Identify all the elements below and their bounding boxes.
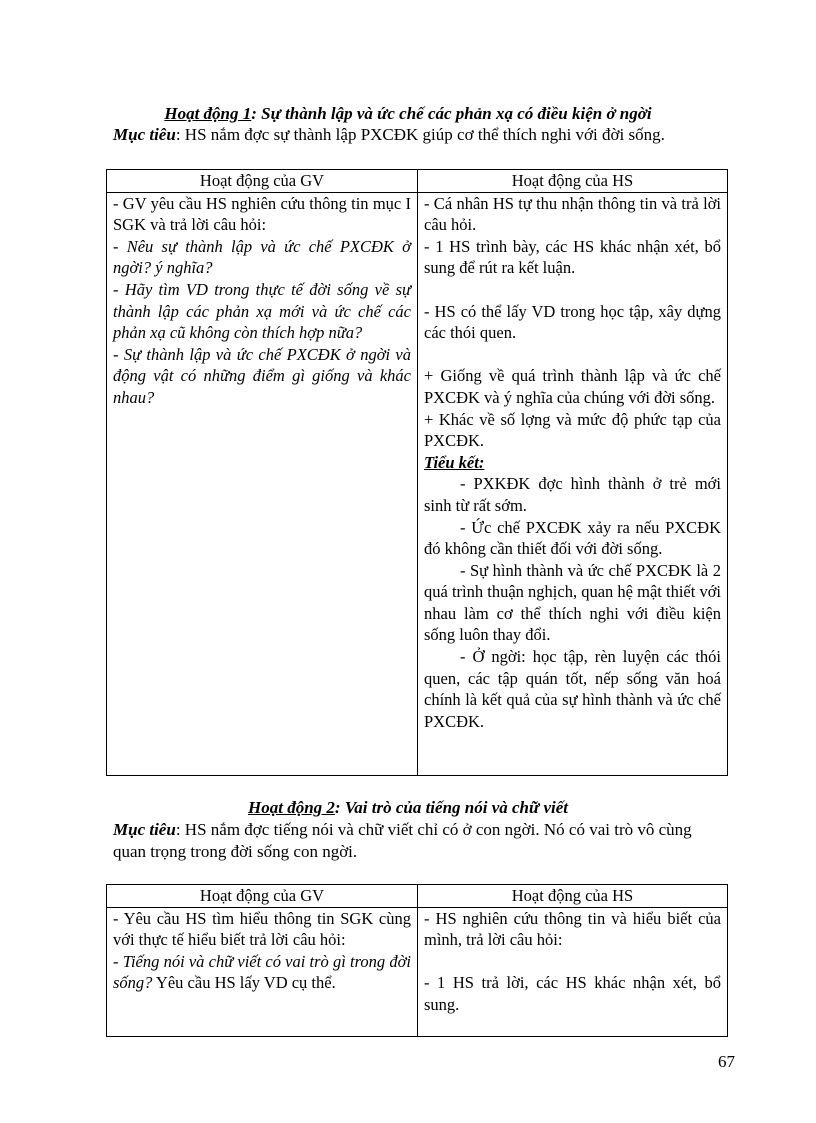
section1-goal-text: : HS nắm đợc sự thành lập PXCĐK giúp cơ thể thích nghi với đời sống.	[175, 125, 665, 144]
teacher-question-1: - Nêu sự thành lập và ức chế PXCĐK ở ngời? ý nghĩa?	[113, 236, 411, 278]
summary-point-3: - Sự hình thành và ức chế PXCĐK là 2 quá trình thuận nghịch, quan hệ mật thiết với nhau làm cơ thể thích nghi với điều kiện sống luôn thay đổi.	[424, 560, 721, 645]
column-header-teacher: Hoạt động của GV	[107, 170, 418, 193]
teacher-activities-cell	[107, 192, 418, 775]
section1-title-label: Hoạt động 1	[164, 104, 252, 123]
section1-title-text: : Sự thành lập và ức chế các phản xạ có điều kiện ở ngời	[251, 104, 652, 123]
teacher-question-italic: - Tiếng nói và chữ viết có vai trò gì trong đời sống?	[113, 951, 411, 993]
student-activities-cell	[418, 907, 728, 1036]
summary-label: Tiểu kết:	[424, 452, 485, 472]
section1-activity-table	[106, 169, 728, 776]
teacher-instruction: - GV yêu cầu HS nghiên cứu thông tin mục I SGK và trả lời câu hỏi:	[113, 193, 411, 235]
section2-title	[0, 798, 816, 818]
student-answer-1: - HS nghiên cứu thông tin và hiểu biết của mình, trả lời câu hỏi:	[424, 908, 721, 950]
student-answer-2: - 1 HS trình bày, các HS khác nhận xét, bổ sung để rút ra kết luận.	[424, 236, 721, 278]
student-answer-3: - HS có thể lấy VD trong học tập, xây dựng các thói quen.	[424, 301, 721, 343]
column-header-student: Hoạt động của HS	[418, 170, 728, 193]
teacher-question-2: - Hãy tìm VD trong thực tế đời sống về sự thành lập các phản xạ mới và ức chế các phản xạ cũ không còn thích hợp nữa?	[113, 279, 411, 343]
table-row	[107, 192, 728, 775]
column-header-student: Hoạt động của HS	[418, 885, 728, 908]
section2-goal-text: : HS nắm đợc tiếng nói và chữ viết chỉ có ở con ngời. Nó có vai trò vô cùng quan trọng trong đời sống con ngời.	[113, 820, 692, 861]
section1-goal	[113, 124, 733, 146]
teacher-question-3: - Sự thành lập và ức chế PXCĐK ở ngời và động vật có những điểm gì giống và khác nhau?	[113, 344, 411, 407]
column-header-teacher: Hoạt động của GV	[107, 885, 418, 908]
section2-title-label: Hoạt động 2	[248, 798, 335, 817]
teacher-activities-cell	[107, 907, 418, 1036]
summary-point-4: - Ở ngời: học tập, rèn luyện các thói quen, các tập quán tốt, nếp sống văn hoá chính là kết quả của sự hình thành và ức chế PXCĐK.	[424, 647, 721, 731]
section1-goal-label: Mục tiêu	[113, 125, 176, 144]
teacher-question-plain: Yêu cầu HS lấy VD cụ thể.	[152, 973, 336, 993]
student-answer-4: + Giống về quá trình thành lập và ức chế PXCĐK và ý nghĩa của chúng với đời sống.	[424, 366, 721, 407]
section2-title-text: : Vai trò của tiếng nói và chữ viết	[334, 798, 568, 817]
summary-point-1: - PXKĐK đợc hình thành ở trẻ mới sinh từ rất sớm.	[424, 474, 721, 515]
student-answer-5: + Khác về số lợng và mức độ phức tạp của PXCĐK.	[424, 409, 721, 451]
summary-point-2: - Ức chế PXCĐK xảy ra nếu PXCĐK đó không cần thiết đối với đời sống.	[424, 517, 721, 559]
table-header-row	[107, 885, 728, 908]
student-answer-1: - Cá nhân HS tự thu nhận thông tin và trả lời câu hỏi.	[424, 193, 721, 235]
page-number: 67	[718, 1052, 735, 1071]
table-row	[107, 907, 728, 1036]
section2-activity-table	[106, 884, 728, 1037]
teacher-instruction: - Yêu cầu HS tìm hiểu thông tin SGK cùng với thực tế hiểu biết trả lời câu hỏi:	[113, 908, 411, 950]
section1-title	[0, 104, 816, 124]
table-header-row	[107, 170, 728, 193]
section2-goal-label: Mục tiêu	[113, 820, 176, 839]
student-answer-2: - 1 HS trả lời, các HS khác nhận xét, bổ sung.	[424, 973, 721, 1014]
section2-goal	[113, 819, 725, 863]
student-activities-cell	[418, 192, 728, 775]
